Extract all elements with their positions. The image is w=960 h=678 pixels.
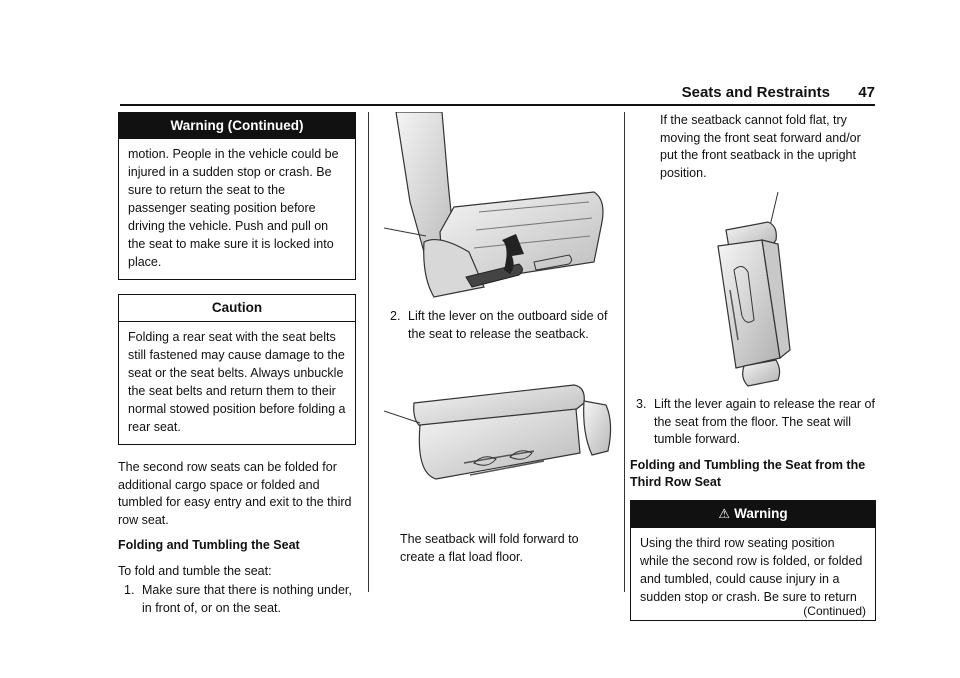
warning-continued-box (118, 112, 356, 280)
caution-box-body: Folding a rear seat with the seat belts still fastened may cause damage to the seat or the seat belts. Always unbuckle the seat belts and return them to their normal stowed position before folding a rear seat. (128, 330, 346, 434)
header-rule (120, 104, 875, 106)
column-left (118, 112, 356, 625)
step-number: 3. (636, 397, 647, 411)
column-divider (624, 112, 625, 592)
note-paragraph: The seatback will fold forward to create a flat load floor. (400, 532, 579, 564)
step-number: 1. (124, 583, 135, 597)
warning-box-body (631, 528, 875, 620)
warning-box-header (631, 501, 875, 528)
warning-box-title: Warning (734, 505, 788, 521)
note-paragraph: If the seatback cannot fold flat, try moving the front seat forward and/or put the front seatback in the upright position. (660, 113, 861, 180)
tumbled-seat-illustration-icon (630, 190, 876, 390)
column-right (630, 112, 876, 621)
caution-box (118, 294, 356, 445)
continued-label: (Continued) (803, 603, 866, 618)
page-header (0, 0, 960, 110)
step-text: Make sure that there is nothing under, in front of, or on the seat. (142, 583, 352, 615)
page-number: 47 (858, 84, 875, 101)
subheading: Folding and Tumbling the Seat (118, 538, 300, 552)
step-number: 2. (390, 309, 401, 323)
warning-triangle-icon: ⚠ (718, 505, 731, 521)
caution-box-title: Caution (119, 295, 355, 322)
step-text: Lift the lever again to release the rear of the seat from the floor. The seat will tumble forward. (654, 397, 875, 446)
section-title: Seats and Restraints (681, 84, 830, 101)
folded-seat-illustration-icon (384, 363, 616, 513)
step-2 (384, 308, 616, 343)
column-divider (368, 112, 369, 592)
warning-box-text: Using the third row seating position while the second row is folded, or folded and tumbled, could cause injury in a sudden stop or crash. Be sure to return (640, 535, 863, 604)
step-text: Lift the lever on the outboard side of the seat to release the seatback. (408, 309, 608, 341)
seat-lever-illustration-icon (384, 112, 616, 302)
lead-paragraph: To fold and tumble the seat: (118, 563, 272, 578)
column-middle (384, 112, 616, 574)
step-1 (118, 582, 356, 617)
subheading: Folding and Tumbling the Seat from the Third Row Seat (630, 457, 866, 489)
warning-box-title: Warning (Continued) (119, 113, 355, 139)
intro-paragraph: The second row seats can be folded for additional cargo space or folded and tumbled for easy entry and exit to the third row seat. (118, 460, 352, 527)
step-3 (630, 396, 876, 449)
warning-box-body: motion. People in the vehicle could be injured in a sudden stop or crash. Be sure to return the seat to the passenger seating position before driving the vehicle. Push and pull on the seat to make sure it is locked into place. (128, 147, 339, 269)
warning-box (630, 500, 876, 621)
